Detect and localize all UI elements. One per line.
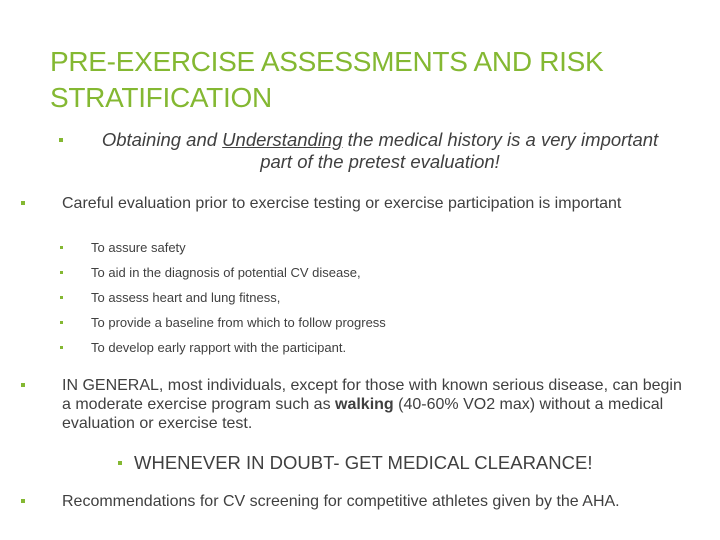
sub-bullet-item: To aid in the diagnosis of potential CV disease, — [91, 265, 361, 280]
bullet-in-general-end: (40-60% VO2 max) without a medical evaluation or exercise test. — [62, 396, 664, 432]
sub-bullet-marker — [60, 296, 63, 299]
sub-bullet-marker — [60, 246, 63, 249]
bullet-marker — [21, 383, 25, 387]
callout-text: WHENEVER IN DOUBT- GET MEDICAL CLEARANCE! — [134, 452, 593, 473]
bullet-careful-evaluation: Careful evaluation prior to exercise testing or exercise participation is important — [62, 195, 622, 212]
emphasis-underlined: Understanding — [222, 129, 343, 150]
bullet-marker — [118, 461, 122, 465]
sub-bullet-item: To provide a baseline from which to follow progress — [91, 315, 386, 330]
sub-bullet-item: To assure safety — [91, 240, 186, 255]
bullet-in-general — [62, 376, 692, 433]
sub-bullet-item: To assess heart and lung fitness, — [91, 290, 281, 305]
bullet-in-general-start: IN GENERAL, most individuals, except for those with known serious disease, can begin a moderate exercise program such as — [62, 377, 682, 413]
sub-bullet-marker — [60, 271, 63, 274]
emphasis-text-start: Obtaining and — [101, 129, 223, 150]
slide-title: PRE-EXERCISE ASSESSMENTS AND RISK STRATIFICATION — [50, 46, 604, 113]
emphasis-text-end: the medical history is a very important part of the pretest evaluation! — [260, 129, 659, 172]
bullet-recommendations: Recommendations for CV screening for competitive athletes given by the AHA. — [62, 493, 620, 510]
sub-bullet-marker — [60, 321, 63, 324]
bullet-in-general-bold: walking — [335, 396, 394, 413]
bullet-marker — [21, 201, 25, 205]
bullet-marker — [59, 138, 63, 142]
sub-bullet-item: To develop early rapport with the participant. — [91, 340, 347, 355]
sub-bullet-marker — [60, 346, 63, 349]
emphasis-text — [90, 129, 670, 173]
bullet-marker — [21, 499, 25, 503]
